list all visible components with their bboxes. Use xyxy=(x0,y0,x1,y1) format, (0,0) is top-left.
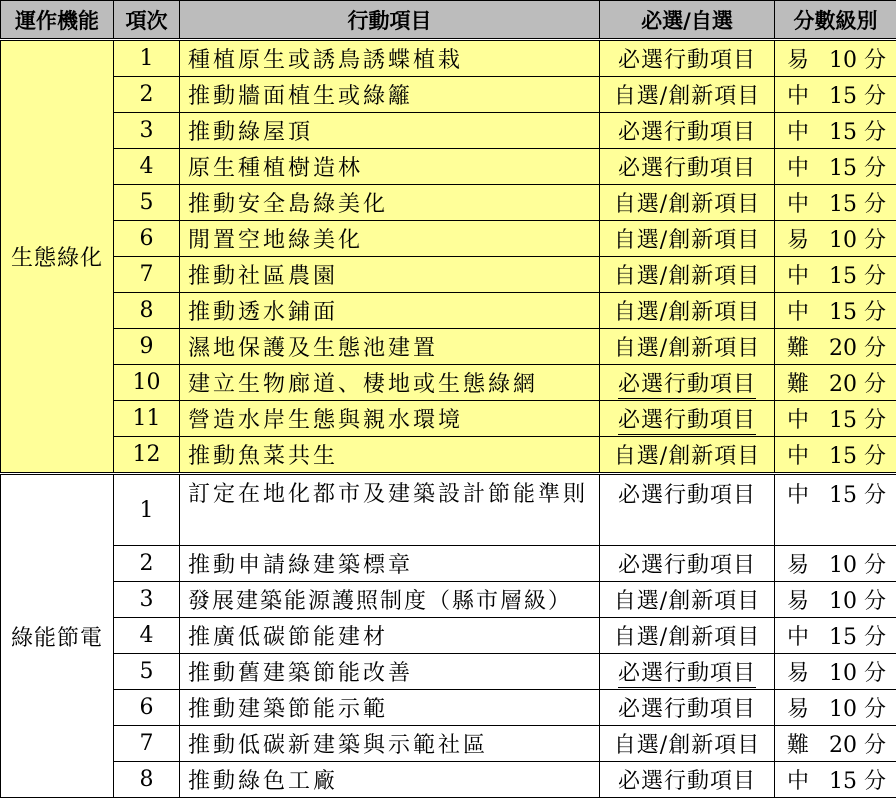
level-cell xyxy=(775,618,896,654)
score-text: 10 分 xyxy=(829,589,886,614)
score-text: 10 分 xyxy=(829,553,886,578)
category-cell: 生態綠化 xyxy=(1,40,114,474)
difficulty-text: 易 xyxy=(787,223,829,254)
score-text: 10 分 xyxy=(829,661,886,686)
score-text: 15 分 xyxy=(829,483,886,508)
table-row xyxy=(1,582,896,618)
action-text: 推動建築節能示範 xyxy=(180,690,600,726)
type-text: 自選/創新項目 xyxy=(600,582,775,618)
score-text: 15 分 xyxy=(829,769,886,794)
level-cell xyxy=(775,401,896,437)
header-item-no: 項次 xyxy=(114,1,180,40)
action-text: 閒置空地綠美化 xyxy=(180,221,600,257)
type-cell xyxy=(600,365,775,401)
difficulty-text: 中 xyxy=(787,403,829,434)
item-number: 3 xyxy=(114,582,180,618)
level-cell xyxy=(775,690,896,726)
difficulty-text: 易 xyxy=(787,548,829,579)
difficulty-text: 中 xyxy=(787,478,829,509)
action-text: 推動社區農園 xyxy=(180,257,600,293)
level-cell xyxy=(775,257,896,293)
header-level: 分數級別 xyxy=(775,1,896,40)
score-text: 15 分 xyxy=(829,156,886,181)
table-row xyxy=(1,690,896,726)
item-number: 6 xyxy=(114,221,180,257)
level-cell xyxy=(775,293,896,329)
type-text: 必選行動項目 xyxy=(618,661,756,688)
table-row xyxy=(1,474,896,546)
difficulty-text: 中 xyxy=(787,439,829,470)
difficulty-text: 中 xyxy=(787,115,829,146)
score-text: 15 分 xyxy=(829,264,886,289)
action-text: 推動透水鋪面 xyxy=(180,293,600,329)
action-text: 推動綠色工廠 xyxy=(180,762,600,798)
table-row xyxy=(1,437,896,474)
action-text: 種植原生或誘鳥誘蝶植栽 xyxy=(180,40,600,77)
table-row xyxy=(1,401,896,437)
level-cell xyxy=(775,77,896,113)
score-text: 10 分 xyxy=(829,48,886,73)
level-cell xyxy=(775,221,896,257)
difficulty-text: 中 xyxy=(787,620,829,651)
difficulty-text: 易 xyxy=(787,656,829,687)
score-text: 20 分 xyxy=(829,336,886,361)
type-text: 必選行動項目 xyxy=(600,113,775,149)
score-text: 15 分 xyxy=(829,120,886,145)
table-row xyxy=(1,546,896,582)
table-row xyxy=(1,40,896,77)
type-cell xyxy=(600,654,775,690)
action-text: 原生種植樹造林 xyxy=(180,149,600,185)
type-text: 必選行動項目 xyxy=(600,474,775,546)
action-text: 推動舊建築節能改善 xyxy=(180,654,600,690)
table-row xyxy=(1,293,896,329)
action-text: 推動安全島綠美化 xyxy=(180,185,600,221)
difficulty-text: 難 xyxy=(787,331,829,362)
item-number: 3 xyxy=(114,113,180,149)
score-text: 10 分 xyxy=(829,228,886,253)
level-cell xyxy=(775,149,896,185)
level-cell xyxy=(775,329,896,365)
action-text: 推動低碳新建築與示範社區 xyxy=(180,726,600,762)
table-row xyxy=(1,726,896,762)
type-text: 必選行動項目 xyxy=(600,762,775,798)
score-text: 20 分 xyxy=(829,733,886,758)
type-text: 必選行動項目 xyxy=(618,372,756,399)
difficulty-text: 中 xyxy=(787,79,829,110)
level-cell xyxy=(775,474,896,546)
table-row xyxy=(1,149,896,185)
difficulty-text: 中 xyxy=(787,151,829,182)
table-row xyxy=(1,113,896,149)
score-text: 15 分 xyxy=(829,444,886,469)
level-cell xyxy=(775,546,896,582)
level-cell xyxy=(775,185,896,221)
item-number: 2 xyxy=(114,546,180,582)
score-text: 15 分 xyxy=(829,84,886,109)
action-text: 推動申請綠建築標章 xyxy=(180,546,600,582)
level-cell xyxy=(775,582,896,618)
item-number: 1 xyxy=(114,474,180,546)
type-text: 自選/創新項目 xyxy=(600,293,775,329)
category-cell: 綠能節電 xyxy=(1,474,114,798)
item-number: 5 xyxy=(114,654,180,690)
table-header-row xyxy=(1,1,896,40)
action-text: 推動綠屋頂 xyxy=(180,113,600,149)
type-text: 自選/創新項目 xyxy=(600,77,775,113)
score-text: 20 分 xyxy=(829,372,886,397)
type-text: 必選行動項目 xyxy=(600,149,775,185)
type-text: 自選/創新項目 xyxy=(600,618,775,654)
item-number: 2 xyxy=(114,77,180,113)
difficulty-text: 易 xyxy=(787,43,829,74)
action-text: 推動魚菜共生 xyxy=(180,437,600,474)
difficulty-text: 中 xyxy=(787,764,829,795)
table-row xyxy=(1,185,896,221)
action-text: 發展建築能源護照制度（縣市層級） xyxy=(180,582,600,618)
item-number: 11 xyxy=(114,401,180,437)
difficulty-text: 難 xyxy=(787,728,829,759)
difficulty-text: 難 xyxy=(787,367,829,398)
score-text: 15 分 xyxy=(829,408,886,433)
score-text: 15 分 xyxy=(829,300,886,325)
item-number: 1 xyxy=(114,40,180,77)
item-number: 7 xyxy=(114,726,180,762)
item-number: 6 xyxy=(114,690,180,726)
action-text: 訂定在地化都市及建築設計節能準則 xyxy=(180,474,600,546)
score-text: 15 分 xyxy=(829,625,886,650)
difficulty-text: 中 xyxy=(787,259,829,290)
action-text: 建立生物廊道、棲地或生態綠網 xyxy=(180,365,600,401)
level-cell xyxy=(775,437,896,474)
item-number: 7 xyxy=(114,257,180,293)
score-text: 10 分 xyxy=(829,697,886,722)
level-cell xyxy=(775,654,896,690)
action-text: 推廣低碳節能建材 xyxy=(180,618,600,654)
score-text: 15 分 xyxy=(829,192,886,217)
table-row xyxy=(1,221,896,257)
difficulty-text: 中 xyxy=(787,295,829,326)
difficulty-text: 易 xyxy=(787,692,829,723)
level-cell xyxy=(775,365,896,401)
header-function: 運作機能 xyxy=(1,1,114,40)
table-row xyxy=(1,329,896,365)
item-number: 10 xyxy=(114,365,180,401)
table-row xyxy=(1,257,896,293)
type-text: 必選行動項目 xyxy=(600,690,775,726)
type-text: 自選/創新項目 xyxy=(600,726,775,762)
table-row xyxy=(1,365,896,401)
type-text: 必選行動項目 xyxy=(600,40,775,77)
table-row xyxy=(1,77,896,113)
header-type: 必選/自選 xyxy=(600,1,775,40)
difficulty-text: 中 xyxy=(787,187,829,218)
table-row xyxy=(1,762,896,798)
type-text: 自選/創新項目 xyxy=(600,329,775,365)
item-number: 5 xyxy=(114,185,180,221)
item-number: 8 xyxy=(114,293,180,329)
type-text: 自選/創新項目 xyxy=(600,437,775,474)
item-number: 9 xyxy=(114,329,180,365)
level-cell xyxy=(775,40,896,77)
action-text: 濕地保護及生態池建置 xyxy=(180,329,600,365)
type-text: 必選行動項目 xyxy=(600,546,775,582)
type-text: 自選/創新項目 xyxy=(600,257,775,293)
item-number: 4 xyxy=(114,149,180,185)
table-row xyxy=(1,618,896,654)
level-cell xyxy=(775,113,896,149)
item-number: 12 xyxy=(114,437,180,474)
difficulty-text: 易 xyxy=(787,584,829,615)
action-text: 營造水岸生態與親水環境 xyxy=(180,401,600,437)
level-cell xyxy=(775,726,896,762)
action-text: 推動牆面植生或綠籬 xyxy=(180,77,600,113)
level-cell xyxy=(775,762,896,798)
type-text: 必選行動項目 xyxy=(618,408,756,435)
item-number: 4 xyxy=(114,618,180,654)
type-cell xyxy=(600,401,775,437)
item-number: 8 xyxy=(114,762,180,798)
type-text: 自選/創新項目 xyxy=(600,185,775,221)
header-action: 行動項目 xyxy=(180,1,600,40)
type-text: 自選/創新項目 xyxy=(600,221,775,257)
table-row xyxy=(1,654,896,690)
